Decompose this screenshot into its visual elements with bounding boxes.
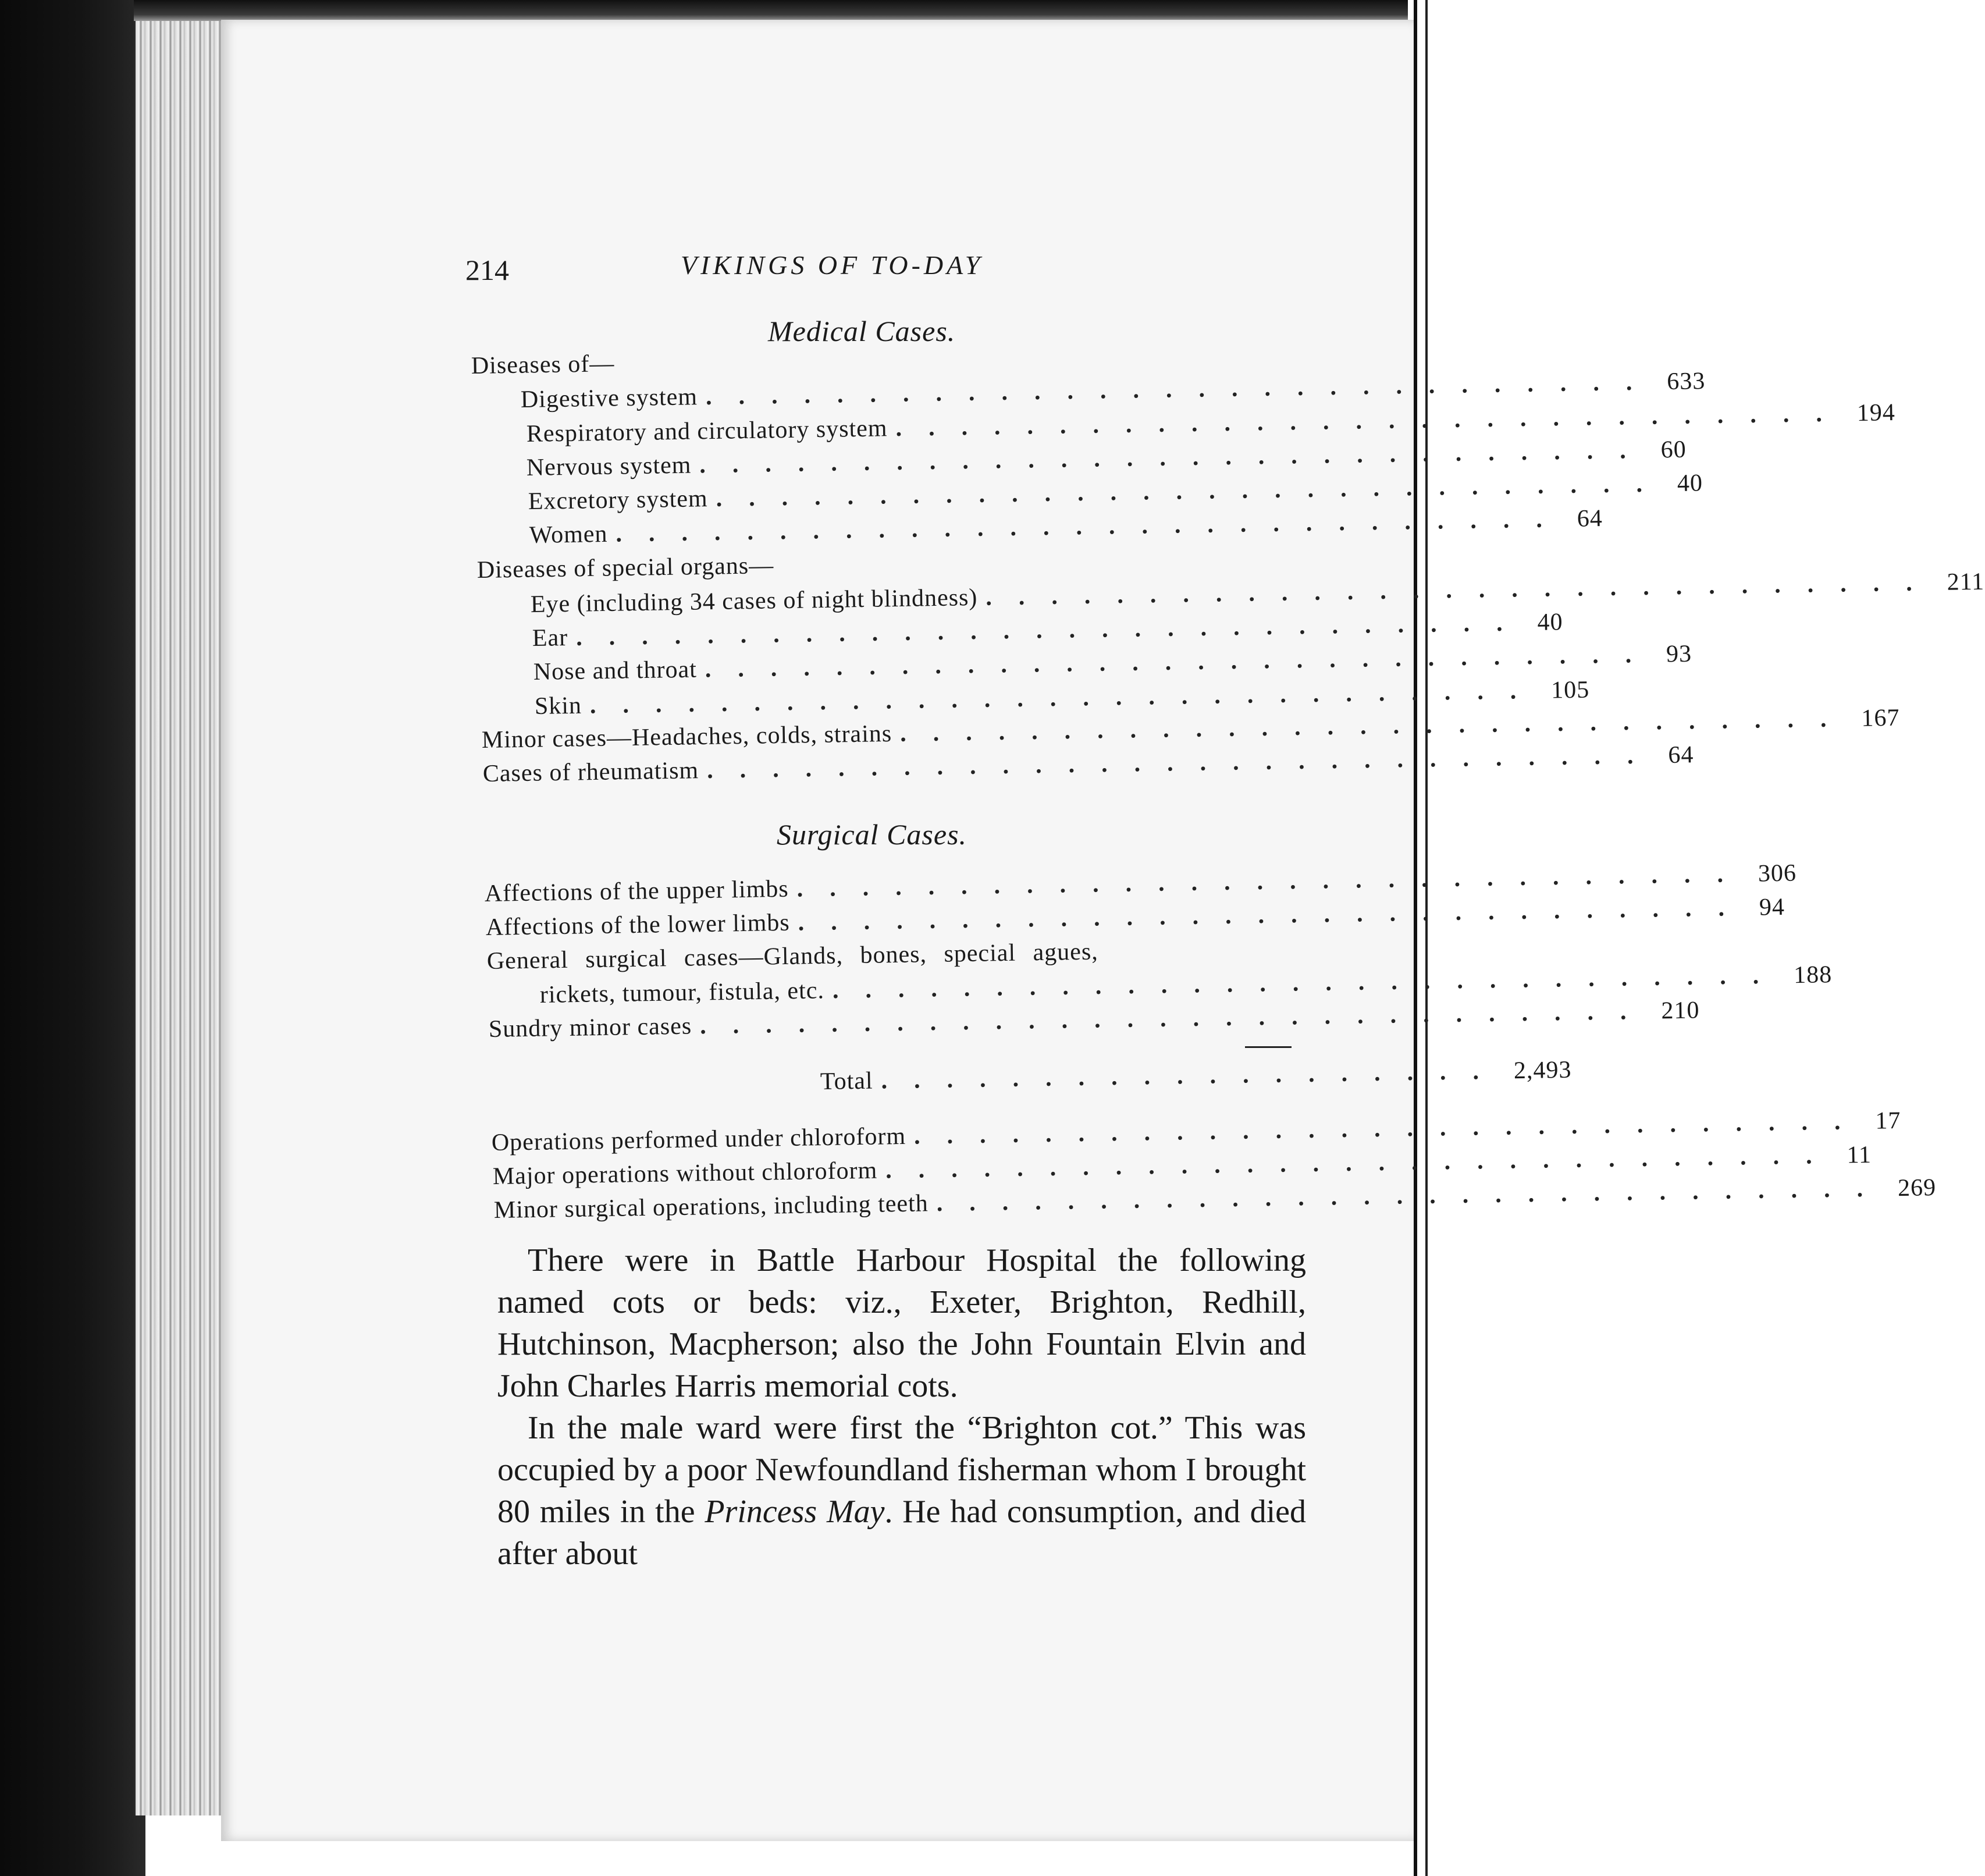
row-label: Cases of rheumatism <box>482 757 699 787</box>
row-value: 40 <box>1537 609 1563 636</box>
row-value: 210 <box>1661 997 1700 1025</box>
row-label: Nervous system <box>526 452 692 481</box>
paragraph-text: In the male ward were first the “Brighton cot.” This was occupied by a poor Newfoundland fisherman whom I brought 80 miles in the <box>497 1410 1306 1530</box>
row-label: Skin <box>534 692 582 720</box>
dot-leader: ............................. <box>705 368 1659 411</box>
paragraph <box>497 1407 1306 1575</box>
row-value: 188 <box>1793 961 1833 989</box>
row-label: Minor surgical operations, including teeth <box>493 1190 929 1224</box>
row-value: 194 <box>1856 399 1896 427</box>
row-value: 105 <box>1550 676 1590 704</box>
row-label: Diseases of special organs— <box>476 552 774 584</box>
row-label: Women <box>529 520 608 549</box>
dot-leader: ............................. <box>616 505 1570 548</box>
row-value: 11 <box>1847 1141 1872 1169</box>
book-binding <box>0 0 145 1876</box>
dot-leader: ............................. <box>913 1107 1867 1150</box>
dot-leader: ............................. <box>936 1175 1890 1217</box>
page-edges <box>134 17 234 1815</box>
row-value: 93 <box>1666 640 1692 668</box>
row-label: Minor cases—Headaches, colds, strains <box>481 720 892 754</box>
dot-leader: ............................. <box>699 997 1653 1040</box>
row-label: General surgical cases—Glands, bones, special agues, <box>486 938 1099 975</box>
dot-leader: ............................. <box>575 609 1529 651</box>
dot-leader: ............................. <box>832 962 1786 1004</box>
row-value: 17 <box>1875 1107 1901 1135</box>
paragraph-text: . He had consumption, and died after about <box>497 1494 1307 1572</box>
total-row <box>820 1056 1572 1103</box>
ship-name: Princess May <box>705 1494 885 1530</box>
row-value: 60 <box>1660 436 1687 464</box>
dot-leader: ............................. <box>706 742 1660 784</box>
row-label: Respiratory and circulatory system <box>526 415 888 447</box>
row-label: Affections of the lower limbs <box>485 909 790 941</box>
medical-cases-heading: Medical Cases. <box>768 315 956 347</box>
facing-page-edge <box>1414 0 1465 1876</box>
dot-leader: ............................. <box>589 677 1543 719</box>
row-label: Nose and throat <box>533 656 698 685</box>
row-label: rickets, tumour, fistula, etc. <box>539 977 825 1008</box>
row-value: 64 <box>1577 505 1603 532</box>
row-label: Major operations without chloroform <box>492 1157 878 1190</box>
top-shadow <box>134 0 1408 21</box>
row-value: 94 <box>1759 893 1785 921</box>
row-value: 40 <box>1677 470 1703 497</box>
dot-leader: ............................. <box>798 894 1752 936</box>
dot-leader: ............................. <box>899 705 1854 747</box>
row-value: 633 <box>1666 368 1706 396</box>
surgical-cases-heading: Surgical Cases. <box>777 818 967 851</box>
dot-leader: ............................. <box>985 569 1939 611</box>
row-label: Affections of the upper limbs <box>484 875 789 907</box>
dot-leader: ............................. <box>885 1142 1839 1184</box>
row-label: Eye (including 34 cases of night blindness) <box>530 584 978 618</box>
row-value: 211 <box>1947 568 1985 596</box>
row-value: 269 <box>1897 1174 1937 1202</box>
paragraph <box>497 1239 1306 1407</box>
row-label: Diseases of— <box>471 350 615 379</box>
dot-leader: ............................. <box>895 400 1849 442</box>
dot-leader: ............................. <box>705 641 1659 683</box>
page-number: 214 <box>465 254 509 286</box>
total-value: 2,493 <box>1513 1056 1572 1085</box>
running-title: VIKINGS OF TO-DAY <box>681 250 984 280</box>
dot-leader: ................... <box>881 1057 1506 1095</box>
paragraph-text: There were in Battle Harbour Hospital the following named cots or beds: viz., Exeter, Brighton, Redhill, Hutchinson, Macpherson; also the John Fountain Elvin and John Charles Harris memorial cots. <box>497 1242 1306 1404</box>
row-value: 167 <box>1861 704 1900 732</box>
total-label: Total <box>820 1067 873 1095</box>
row-label: Digestive system <box>520 383 698 413</box>
dot-leader: ............................. <box>716 470 1670 512</box>
row-label: Ear <box>532 624 568 652</box>
row-label: Sundry minor cases <box>488 1012 692 1043</box>
body-text <box>497 1239 1306 1575</box>
row-label: Operations performed under chloroform <box>491 1122 906 1156</box>
dot-leader: ............................. <box>699 436 1653 479</box>
dot-leader: ............................. <box>796 860 1751 903</box>
page-header <box>465 247 1303 288</box>
total-rule <box>1245 1046 1292 1048</box>
row-value: 64 <box>1668 741 1694 769</box>
row-label: Excretory system <box>528 485 708 515</box>
row-value: 306 <box>1758 859 1797 887</box>
